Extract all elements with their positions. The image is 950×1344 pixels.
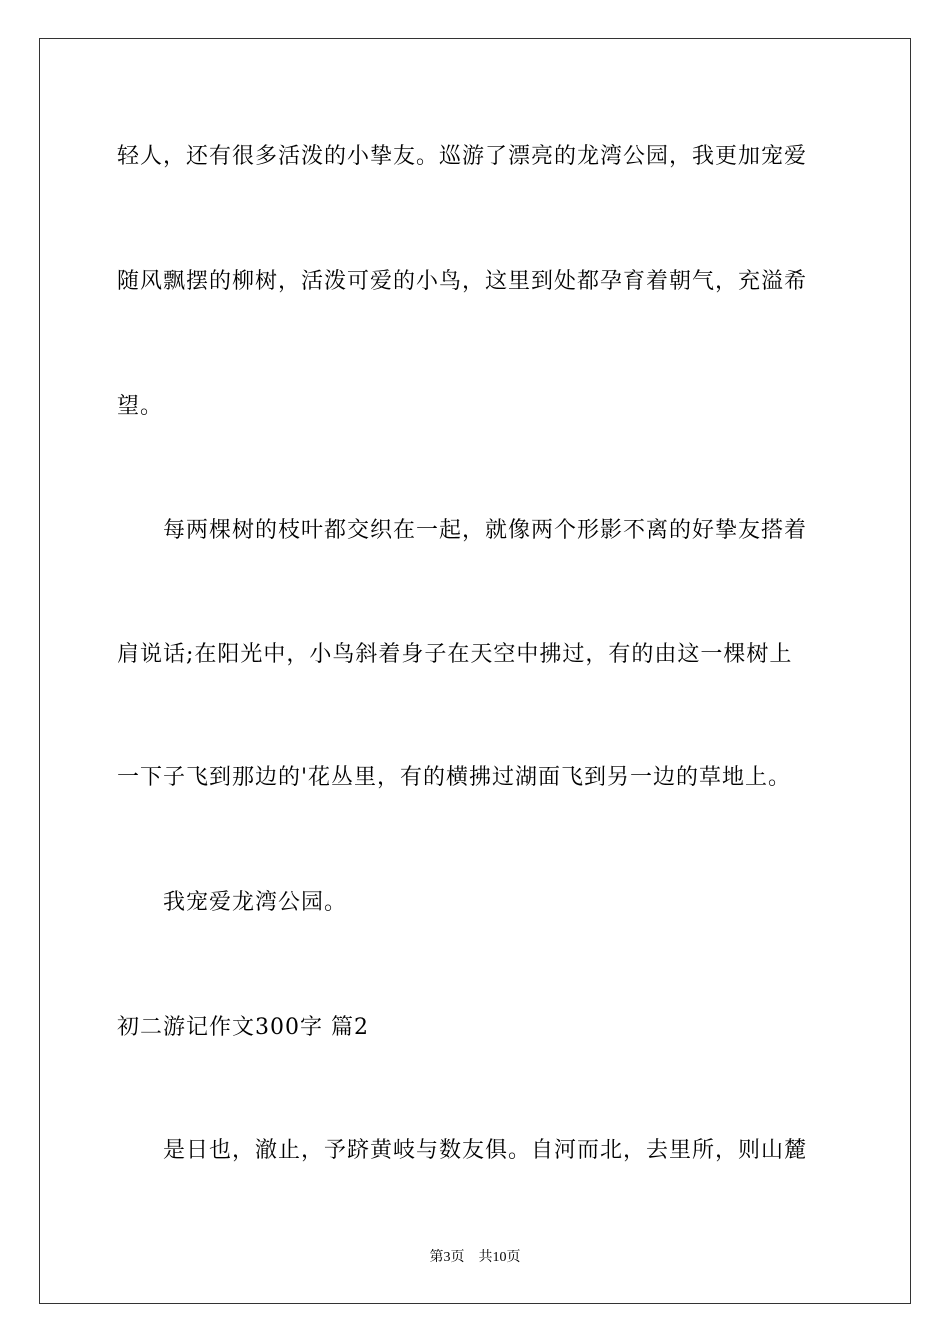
paragraph-line: 肩说话;在阳光中，小鸟斜着身子在天空中拂过，有的由这一棵树上 [117, 642, 793, 667]
page-border [39, 38, 911, 1304]
section-heading: 初二游记作文300字 篇2 [117, 1015, 369, 1040]
page-number: 第3页 [429, 1250, 465, 1265]
paragraph-line: 我宠爱龙湾公园。 [163, 890, 348, 915]
paragraph-line: 一下子飞到那边的'花丛里，有的横拂过湖面飞到另一边的草地上。 [117, 765, 792, 790]
paragraph-line: 望。 [117, 394, 164, 419]
page-footer [0, 1246, 950, 1266]
paragraph-line: 每两棵树的枝叶都交织在一起，就像两个形影不离的好挚友搭着 [163, 518, 808, 543]
paragraph-line: 是日也，澈止，予跻黄岐与数友俱。自河而北，去里所，则山麓 [163, 1138, 808, 1163]
paragraph-line: 轻人，还有很多活泼的小挚友。巡游了漂亮的龙湾公园，我更加宠爱 [117, 144, 808, 169]
paragraph-line: 随风飘摆的柳树，活泼可爱的小鸟，这里到处都孕育着朝气，充溢希 [117, 269, 808, 294]
page-total: 共10页 [478, 1250, 521, 1265]
